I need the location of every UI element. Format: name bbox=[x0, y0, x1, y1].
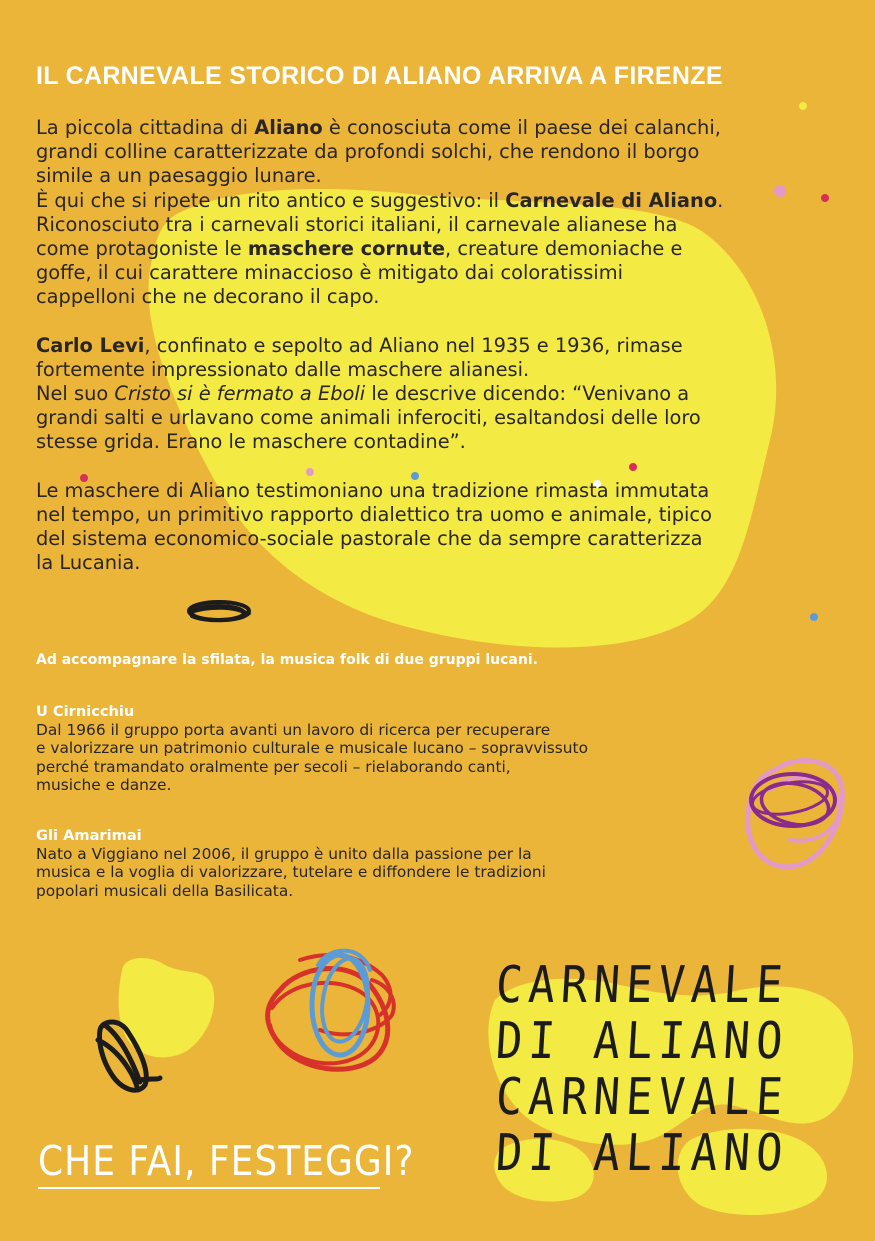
black-scribble-small bbox=[189, 602, 249, 620]
group-name: U Cirnicchiu bbox=[36, 703, 135, 720]
intro-paragraph-1: La piccola cittadina di Aliano è conosciuta come il paese dei calanchi, grandi colline caratterizzate da profondi solchi, che rendono il borgo simile a un paesaggio lunare. È qui che si ripete un rito antico e suggestivo: il Carnevale di Aliano. Riconosciuto tra i carnevali storici italiani, il carnevale alianese ha come protagoniste le maschere cornute, creature demoniache e goffe, il cui carattere minaccioso è mitigato dai coloratissimi cappelloni che ne decorano il capo. bbox=[36, 116, 724, 309]
page-title: IL CARNEVALE STORICO DI ALIANO ARRIVA A FIRENZE bbox=[36, 62, 723, 90]
confetti-dot bbox=[810, 613, 818, 621]
intro-paragraph-2: Carlo Levi, confinato e sepolto ad Aliano nel 1935 e 1936, rimase fortemente impressionato dalle maschere alianesi. Nel suo Cristo si è fermato a Eboli le descrive dicendo: “Venivano a grandi salti e urlavano come animali inferociti, esaltandosi delle loro stesse grida. Erano le maschere contadine”. bbox=[36, 333, 701, 454]
handwritten-carnevale bbox=[496, 958, 846, 1182]
book-title: Cristo si è fermato a Eboli bbox=[114, 382, 366, 406]
group-description: Nato a Viggiano nel 2006, il gruppo è unito dalla passione per la musica e la voglia di valorizzare, tutelare e diffondere le tradizioni popolari musicali della Basilicata. bbox=[36, 845, 546, 900]
bold-maschere-cornute: maschere cornute bbox=[247, 237, 445, 261]
bold-aliano: Aliano bbox=[254, 116, 323, 139]
handwritten-line: DI ALIANO bbox=[494, 1124, 791, 1183]
handwritten-line: CARNEVALE bbox=[494, 1068, 791, 1127]
confetti-dot bbox=[799, 102, 807, 110]
intro-paragraph-3: Le maschere di Aliano testimoniano una tradizione rimasta immutata nel tempo, un primitivo rapporto dialettico tra uomo e animale, tipico del sistema economico-sociale pastorale che da sempre caratterizza la Lucania. bbox=[36, 478, 712, 575]
music-lead: Ad accompagnare la sfilata, la musica folk di due gruppi lucani. bbox=[36, 652, 538, 668]
tagline-underline bbox=[38, 1187, 380, 1189]
red-blue-scribble bbox=[268, 951, 394, 1070]
handwritten-line: CARNEVALE bbox=[494, 956, 791, 1015]
handwritten-line: DI ALIANO bbox=[494, 1012, 791, 1071]
bold-carlo-levi: Carlo Levi bbox=[36, 333, 145, 357]
group-u-cirnicchiu bbox=[36, 702, 756, 795]
bold-carnevale-di-aliano: Carnevale di Aliano bbox=[505, 188, 718, 212]
group-gli-amarimai bbox=[36, 826, 756, 900]
group-name: Gli Amarimai bbox=[36, 827, 142, 844]
intro-text bbox=[36, 116, 836, 599]
pink-purple-scribble bbox=[748, 760, 843, 866]
group-description: Dal 1966 il gruppo porta avanti un lavoro di ricerca per recuperare e valorizzare un patrimonio culturale e musicale lucano – sopravvissuto perché tramandato oralmente per secoli – rielaborando canti, musiche e danze. bbox=[36, 721, 589, 795]
tagline: CHE FAI, FESTEGGI? bbox=[38, 1138, 415, 1186]
